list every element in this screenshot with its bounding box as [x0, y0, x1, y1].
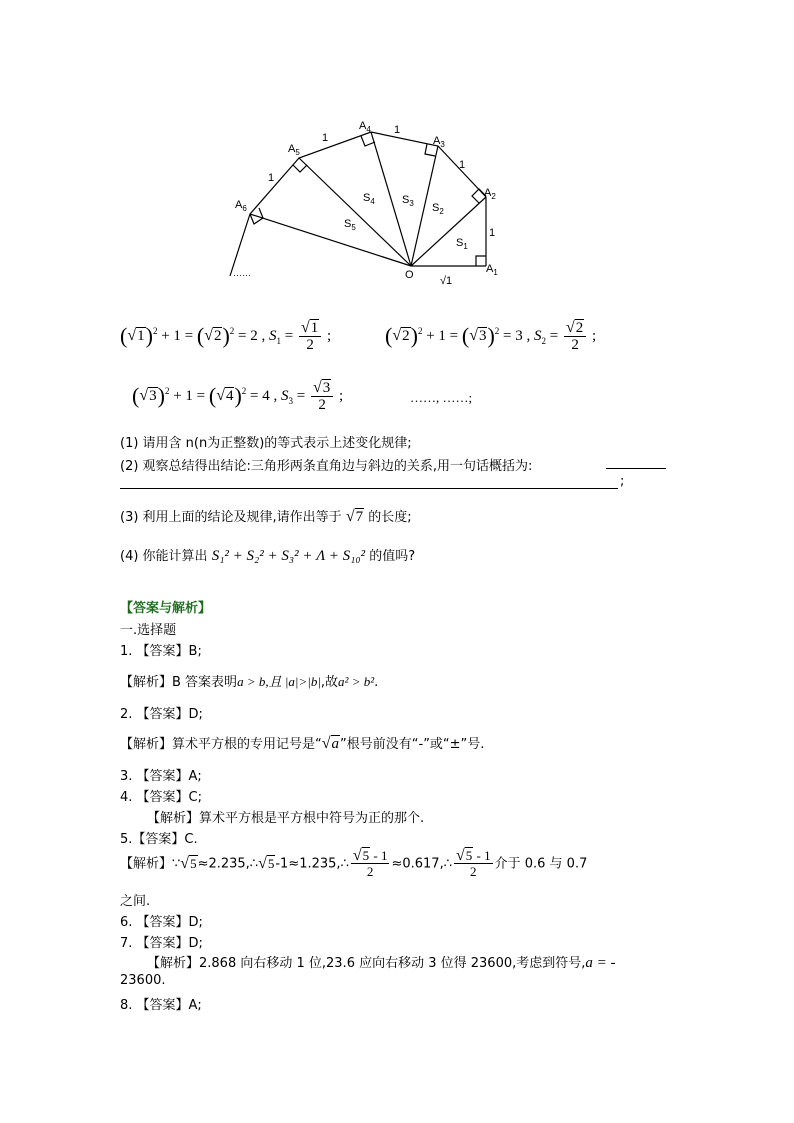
- area-label-s3: $S_3$: [402, 194, 414, 208]
- answer-5: 5.【答案】C.: [120, 832, 198, 847]
- label-a2: $A_2$: [484, 187, 496, 201]
- answer-8: 8. 【答案】A;: [120, 998, 202, 1013]
- section-title: 一.选择题: [120, 623, 177, 638]
- area-label-s2: $S_2$: [432, 202, 444, 216]
- label-a1: $A_1$: [486, 263, 498, 277]
- base-label: √1: [440, 275, 453, 287]
- equation-ellipsis: ……, ……;: [410, 390, 473, 405]
- hypotenuse-oa2: [411, 197, 486, 266]
- edge-label-2: 1: [459, 159, 466, 171]
- question-2-end: ;: [620, 474, 625, 489]
- question-3: (3) 利用上面的结论及规律,请作出等于 √7 的长度;: [120, 508, 412, 525]
- area-label-s4: $S_4$: [363, 192, 375, 206]
- hypotenuse-oa6: [250, 214, 411, 266]
- label-o: O: [405, 269, 414, 281]
- edge-label-3: 1: [394, 124, 401, 136]
- edge-label-5: 1: [268, 172, 275, 184]
- equation-1: $(√1)^2 + 1 = (√2)^2 = 2$ , $S_1$ = $\frac{√1}{2}$ ;: [120, 319, 332, 353]
- equation-2: $(√2)^2 + 1 = (√3)^2 = 3$ , $S_2$ = $\frac{√2}{2}$ ;: [385, 319, 597, 353]
- answer-7-explanation-line2: 23600.: [120, 973, 166, 988]
- edge-label-4: 1: [322, 132, 329, 144]
- area-label-s1: $S_1$: [456, 237, 468, 251]
- question-2: (2) 观察总结得出结论:三角形两条直角边与斜边的关系,用一句话概括为:: [120, 459, 533, 474]
- label-a4: $A_4$: [359, 120, 371, 134]
- equation-3: $(√3)^2 + 1 = (√4)^2 = 4$ , $S_3$ = $\frac{√3}{2}$ ;: [132, 379, 344, 413]
- answer-7: 7. 【答案】D;: [120, 936, 203, 951]
- dots-label: ……: [233, 268, 251, 278]
- answer-blank-2: [120, 488, 618, 489]
- answer-1-explanation: 【解析】B 答案表明a > b,且 |a|>|b|,故a² > b².: [120, 674, 379, 690]
- answer-2: 2. 【答案】D;: [120, 707, 203, 722]
- question-4: (4) 你能计算出 S₁² + S₂² + S₃² + Λ + S₁₀² 的值吗?: [120, 548, 416, 564]
- answer-1: 1. 【答案】B;: [120, 644, 202, 659]
- answer-4: 4. 【答案】C;: [120, 790, 202, 805]
- area-label-s5: $S_5$: [344, 218, 356, 232]
- label-a3: $A_3$: [433, 135, 445, 149]
- answer-6: 6. 【答案】D;: [120, 915, 203, 930]
- edge-label-1: 1: [489, 227, 496, 239]
- answer-5-explanation: 【解析】∵√5≈2.235,∴√5-1≈1.235,∴ $\frac{√5 - 1}{2}$ ≈0.617,∴ $\frac{√5 - 1}{2}$ 介于 0.6 与 0.7: [120, 847, 588, 879]
- answers-heading: 【答案与解析】: [120, 601, 212, 616]
- answer-4-explanation: 【解析】算术平方根是平方根中符号为正的那个.: [147, 811, 425, 826]
- spiral-outline: [230, 132, 486, 276]
- question-1: (1) 请用含 n(n为正整数)的等式表示上述变化规律;: [120, 436, 412, 451]
- label-a5: $A_5$: [288, 143, 300, 157]
- answer-blank-1: [606, 468, 666, 469]
- right-angle-a1: [476, 256, 486, 266]
- label-a6: $A_6$: [235, 199, 247, 213]
- answer-2-explanation: 【解析】算术平方根的专用记号是“√a”根号前没有“-”或“±”号.: [120, 735, 485, 752]
- answer-3: 3. 【答案】A;: [120, 769, 202, 784]
- answer-7-explanation: 【解析】2.868 向右移动 1 位,23.6 应向右移动 3 位得 23600,考虑到符号,a = -: [147, 955, 616, 971]
- hypotenuse-oa5: [299, 158, 411, 266]
- answer-5-explanation-line2: 之间.: [120, 894, 151, 909]
- right-angle-a5: [293, 165, 307, 172]
- spiral-figure: [220, 112, 510, 292]
